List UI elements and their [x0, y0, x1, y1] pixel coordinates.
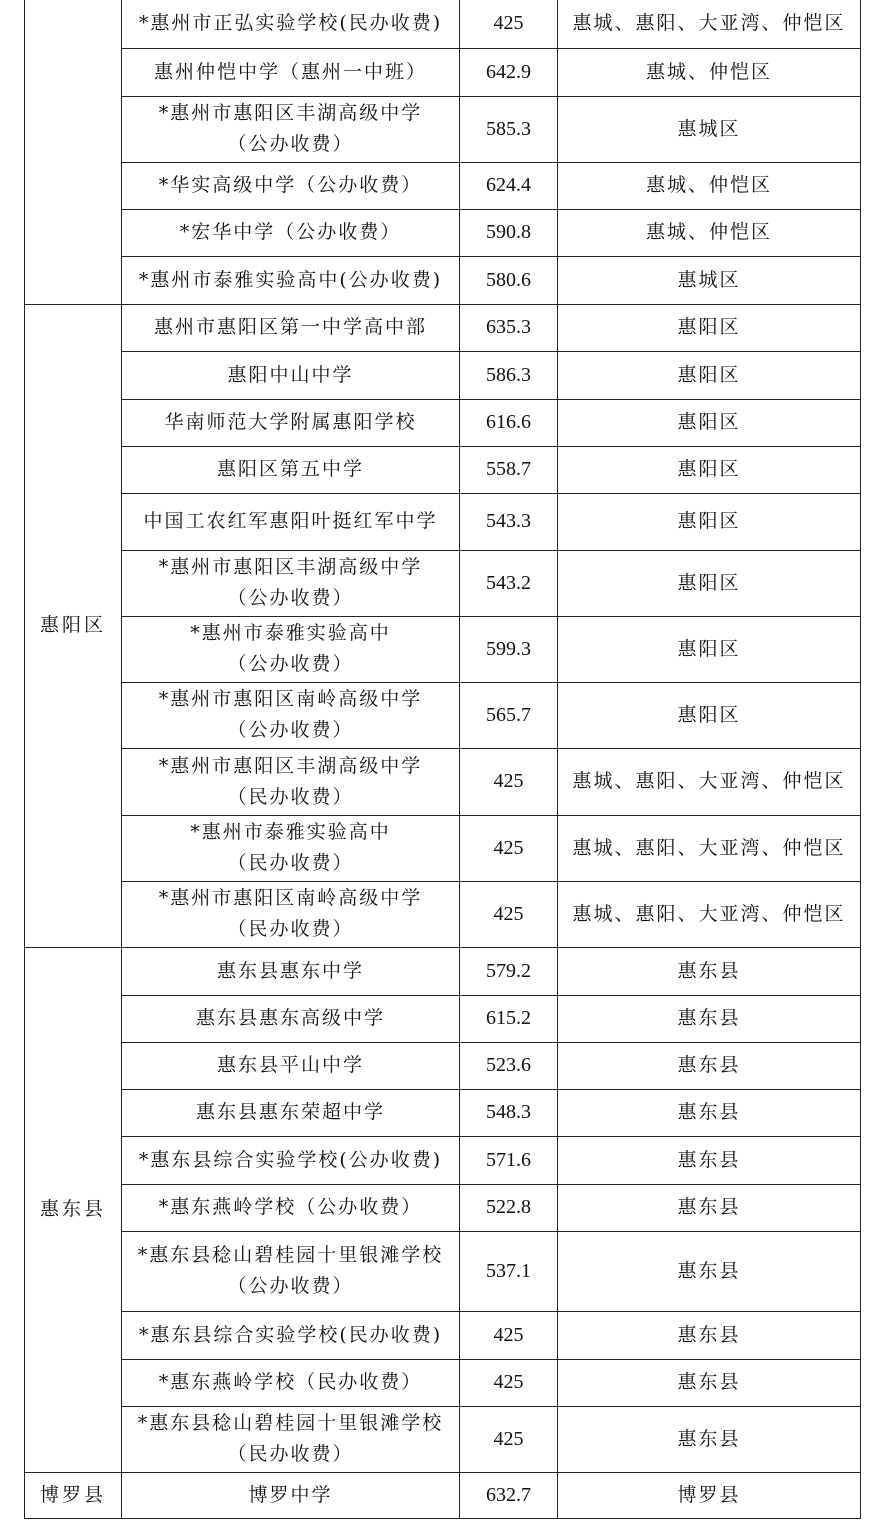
table-row — [25, 1359, 861, 1406]
school-name-cell — [122, 748, 460, 815]
table-row — [25, 96, 861, 162]
school-name-line: *惠州市惠阳区丰湖高级中学 — [158, 754, 423, 777]
school-name-cell — [122, 995, 460, 1042]
school-name-line: *惠东燕岭学校（公办收费） — [158, 1196, 423, 1218]
table-row — [25, 48, 861, 96]
enrollment-area-cell: 惠阳区 — [558, 493, 861, 550]
district-cell — [25, 0, 122, 304]
enrollment-area-cell: 惠城、惠阳、大亚湾、仲恺区 — [558, 0, 861, 48]
school-name-cell — [122, 682, 460, 748]
enrollment-area-cell: 惠东县 — [558, 1089, 861, 1136]
school-name-line: *惠州市惠阳区南岭高级中学 — [158, 887, 423, 909]
school-name-cell — [122, 209, 460, 256]
score-cell: 537.1 — [460, 1231, 558, 1311]
school-name-line: （民办收费） — [227, 918, 354, 940]
score-cell: 632.7 — [460, 1472, 558, 1518]
score-cell: 425 — [460, 0, 558, 48]
enrollment-area-cell: 惠阳区 — [558, 399, 861, 446]
school-name-line: （民办收费） — [227, 785, 354, 808]
school-name-cell — [122, 1136, 460, 1184]
school-name-line: （民办收费） — [227, 852, 354, 874]
score-cell: 425 — [460, 748, 558, 815]
district-cell: 博罗县 — [25, 1472, 122, 1518]
score-cell: 565.7 — [460, 682, 558, 748]
score-cell: 590.8 — [460, 209, 558, 256]
school-name-cell — [122, 304, 460, 351]
school-name-cell — [122, 493, 460, 550]
school-name-line: 惠阳区第五中学 — [216, 458, 364, 480]
school-name-cell — [122, 1042, 460, 1089]
table-row — [25, 616, 861, 682]
enrollment-area-cell: 惠东县 — [558, 947, 861, 995]
school-name-line: *惠州市惠阳区丰湖高级中学 — [158, 556, 423, 578]
school-name-line: 惠东县惠东高级中学 — [195, 1007, 385, 1029]
enrollment-area-cell: 惠阳区 — [558, 446, 861, 493]
school-name-cell — [122, 815, 460, 881]
table-row — [25, 550, 861, 616]
table-row — [25, 995, 861, 1042]
table-row — [25, 399, 861, 446]
table-row — [25, 493, 861, 550]
table-row — [25, 209, 861, 256]
enrollment-area-cell: 惠阳区 — [558, 304, 861, 351]
table-row — [25, 682, 861, 748]
school-name-line: 中国工农红军惠阳叶挺红军中学 — [143, 510, 438, 532]
school-name-line: （公办收费） — [227, 587, 354, 609]
school-name-line: *惠东县综合实验学校(公办收费) — [138, 1148, 443, 1171]
school-name-cell — [122, 1359, 460, 1406]
score-cell: 580.6 — [460, 256, 558, 304]
enrollment-area-cell: 惠阳区 — [558, 682, 861, 748]
table-row — [25, 162, 861, 209]
score-cell: 425 — [460, 1359, 558, 1406]
score-cell: 543.2 — [460, 550, 558, 616]
table-row — [25, 881, 861, 947]
school-name-cell — [122, 446, 460, 493]
school-name-cell — [122, 947, 460, 995]
enrollment-area-cell: 惠阳区 — [558, 351, 861, 399]
school-name-line: 惠州仲恺中学（惠州一中班） — [153, 60, 427, 83]
school-name-cell — [122, 351, 460, 399]
table-row — [25, 351, 861, 399]
school-name-cell — [122, 96, 460, 162]
score-cell: 635.3 — [460, 304, 558, 351]
enrollment-area-cell: 惠东县 — [558, 1311, 861, 1359]
school-name-line: 惠东县惠东荣超中学 — [195, 1101, 385, 1123]
table-row — [25, 748, 861, 815]
table-row — [25, 0, 861, 48]
table-row — [25, 1472, 861, 1518]
enrollment-area-cell: 惠东县 — [558, 1136, 861, 1184]
school-name-cell — [122, 1184, 460, 1231]
school-name-line: （民办收费） — [227, 1443, 354, 1465]
school-name-cell — [122, 1311, 460, 1359]
district-cell: 惠阳区 — [25, 304, 122, 947]
school-name-line: *惠东县稔山碧桂园十里银滩学校 — [137, 1412, 444, 1434]
school-name-cell — [122, 162, 460, 209]
school-name-cell — [122, 616, 460, 682]
table-row — [25, 1184, 861, 1231]
table-row — [25, 1136, 861, 1184]
enrollment-area-cell: 惠城、惠阳、大亚湾、仲恺区 — [558, 815, 861, 881]
school-name-line: *华实高级中学（公办收费） — [158, 174, 423, 196]
enrollment-area-cell: 惠阳区 — [558, 616, 861, 682]
enrollment-area-cell: 惠东县 — [558, 1184, 861, 1231]
school-name-line: *惠东县综合实验学校(民办收费) — [138, 1323, 443, 1346]
school-name-line: （公办收费） — [227, 719, 354, 741]
table-row — [25, 1406, 861, 1472]
score-cell: 624.4 — [460, 162, 558, 209]
enrollment-area-cell: 惠城、仲恺区 — [558, 209, 861, 256]
school-name-line: 华南师范大学附属惠阳学校 — [164, 411, 417, 433]
score-cell: 548.3 — [460, 1089, 558, 1136]
table-row — [25, 815, 861, 881]
school-name-line: *惠州市正弘实验学校(民办收费) — [138, 12, 443, 35]
enrollment-area-cell: 惠城区 — [558, 96, 861, 162]
table-row — [25, 1042, 861, 1089]
enrollment-area-cell: 惠东县 — [558, 1042, 861, 1089]
school-name-line: *惠东燕岭学校（民办收费） — [158, 1371, 423, 1393]
admission-score-table — [24, 0, 861, 1519]
school-name-line: *惠州市泰雅实验高中 — [190, 821, 391, 843]
school-name-line: 惠东县惠东中学 — [216, 959, 364, 982]
school-name-line: （公办收费） — [227, 1275, 354, 1297]
score-cell: 585.3 — [460, 96, 558, 162]
school-name-line: *惠州市惠阳区南岭高级中学 — [158, 688, 423, 710]
table-row — [25, 947, 861, 995]
score-cell: 586.3 — [460, 351, 558, 399]
enrollment-area-cell: 博罗县 — [558, 1472, 861, 1518]
table-row — [25, 1089, 861, 1136]
score-cell: 425 — [460, 1406, 558, 1472]
table-row — [25, 1231, 861, 1311]
score-cell: 616.6 — [460, 399, 558, 446]
enrollment-area-cell: 惠东县 — [558, 1359, 861, 1406]
school-name-cell — [122, 0, 460, 48]
table-body — [25, 0, 861, 1518]
school-name-line: *宏华中学（公办收费） — [179, 221, 402, 243]
school-name-line: *惠州市泰雅实验高中 — [190, 622, 391, 644]
score-cell: 543.3 — [460, 493, 558, 550]
score-cell: 558.7 — [460, 446, 558, 493]
school-name-line: 博罗中学 — [248, 1483, 333, 1506]
enrollment-area-cell: 惠东县 — [558, 995, 861, 1042]
school-name-line: 惠州市惠阳区第一中学高中部 — [153, 316, 427, 338]
school-name-cell — [122, 1231, 460, 1311]
table-row — [25, 1311, 861, 1359]
score-cell: 425 — [460, 1311, 558, 1359]
score-cell: 571.6 — [460, 1136, 558, 1184]
school-name-cell — [122, 48, 460, 96]
school-name-line: *惠州市惠阳区丰湖高级中学 — [158, 102, 423, 124]
enrollment-area-cell: 惠东县 — [558, 1406, 861, 1472]
score-cell: 425 — [460, 815, 558, 881]
score-cell: 615.2 — [460, 995, 558, 1042]
table-row — [25, 304, 861, 351]
enrollment-area-cell: 惠城、惠阳、大亚湾、仲恺区 — [558, 881, 861, 947]
score-cell: 522.8 — [460, 1184, 558, 1231]
school-name-cell — [122, 399, 460, 446]
score-cell: 523.6 — [460, 1042, 558, 1089]
school-name-cell — [122, 256, 460, 304]
school-name-line: 惠东县平山中学 — [216, 1054, 364, 1076]
school-name-cell — [122, 550, 460, 616]
enrollment-area-cell: 惠阳区 — [558, 550, 861, 616]
table-row — [25, 256, 861, 304]
school-name-cell — [122, 1406, 460, 1472]
score-cell: 599.3 — [460, 616, 558, 682]
school-name-line: *惠州市泰雅实验高中(公办收费) — [138, 268, 443, 291]
score-cell: 425 — [460, 881, 558, 947]
school-name-cell — [122, 881, 460, 947]
score-cell: 579.2 — [460, 947, 558, 995]
enrollment-area-cell: 惠城、仲恺区 — [558, 162, 861, 209]
school-name-line: （公办收费） — [227, 653, 354, 675]
table-row — [25, 446, 861, 493]
enrollment-area-cell: 惠东县 — [558, 1231, 861, 1311]
score-cell: 642.9 — [460, 48, 558, 96]
district-cell: 惠东县 — [25, 947, 122, 1472]
school-name-line: *惠东县稔山碧桂园十里银滩学校 — [137, 1244, 444, 1266]
school-name-line: 惠阳中山中学 — [227, 363, 354, 386]
school-name-line: （公办收费） — [227, 133, 354, 155]
enrollment-area-cell: 惠城区 — [558, 256, 861, 304]
school-name-cell — [122, 1089, 460, 1136]
school-name-cell — [122, 1472, 460, 1518]
enrollment-area-cell: 惠城、仲恺区 — [558, 48, 861, 96]
enrollment-area-cell: 惠城、惠阳、大亚湾、仲恺区 — [558, 748, 861, 815]
